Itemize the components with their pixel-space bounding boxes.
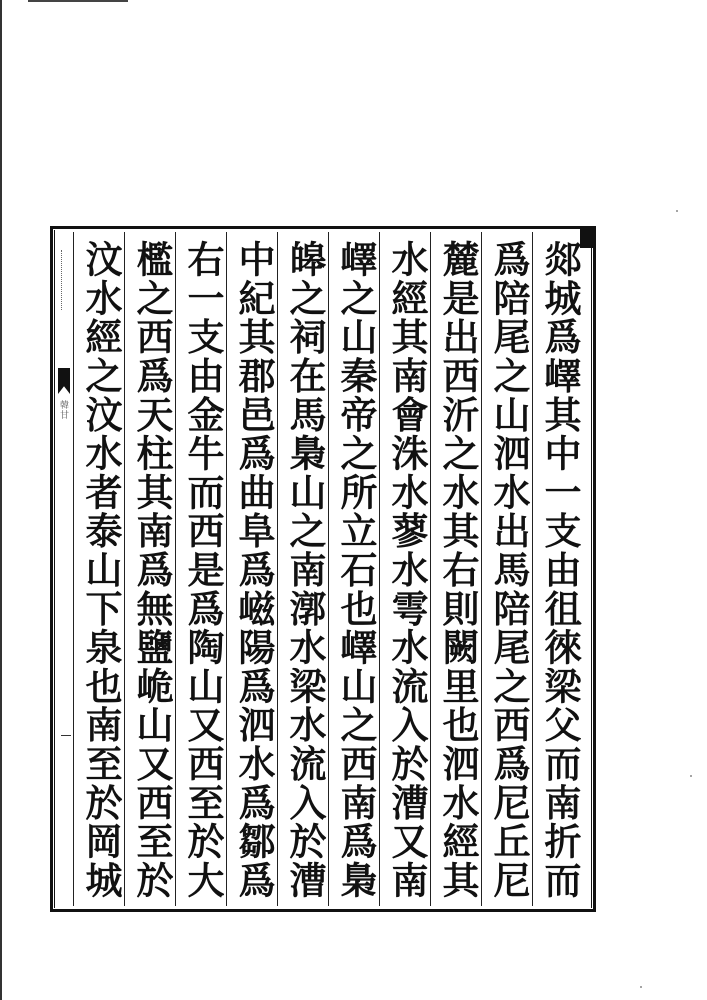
scan-speck bbox=[690, 775, 692, 777]
column-rule bbox=[328, 232, 329, 906]
column-rule bbox=[124, 232, 125, 906]
text-column-10: 汶水經之汶水者泰山下泉也南至於岡城 bbox=[79, 240, 123, 900]
column-rule bbox=[277, 232, 278, 906]
text-column-4: 水經其南會洙水蓼水雩水流入於漕又南 bbox=[385, 240, 429, 900]
column-rule bbox=[175, 232, 176, 906]
column-rule bbox=[430, 232, 431, 906]
scan-edge-left bbox=[0, 0, 2, 1000]
column-rule bbox=[226, 232, 227, 906]
column-rule bbox=[73, 232, 74, 906]
block-gutter bbox=[56, 232, 73, 906]
text-column-8: 右一支由金牛而西是爲陶山又西至於大 bbox=[181, 240, 225, 900]
gutter-text: 韓甘 bbox=[58, 400, 68, 420]
scan-speck bbox=[676, 210, 678, 212]
column-rule bbox=[379, 232, 380, 906]
gutter-mark-bottom bbox=[61, 735, 71, 736]
text-column-1: 郯城爲嶧其中一支由徂徠梁父而南折而 bbox=[538, 240, 582, 900]
scan-speck bbox=[640, 986, 642, 988]
text-column-3: 麓是出西沂之水其右則闕里也泗水經其 bbox=[436, 240, 480, 900]
column-rule bbox=[532, 232, 533, 906]
text-column-5: 嶧之山秦帝之所立石也嶧山之西南爲梟 bbox=[334, 240, 378, 900]
column-rule bbox=[481, 232, 482, 906]
text-column-2: 爲陪尾之山泗水出馬陪尾之西爲尼丘尼 bbox=[487, 240, 531, 900]
text-column-9: 檻之西爲天柱其南爲無鹽峗山又西至於 bbox=[130, 240, 174, 900]
gutter-mark-top bbox=[61, 250, 67, 310]
scan-edge-top bbox=[28, 0, 128, 2]
text-column-6: 皞之祠在馬梟山之南漷水梁水流入於漕 bbox=[283, 240, 327, 900]
text-column-7: 中紀其郡邑爲曲阜爲嵫陽爲泗水爲鄒爲 bbox=[232, 240, 276, 900]
